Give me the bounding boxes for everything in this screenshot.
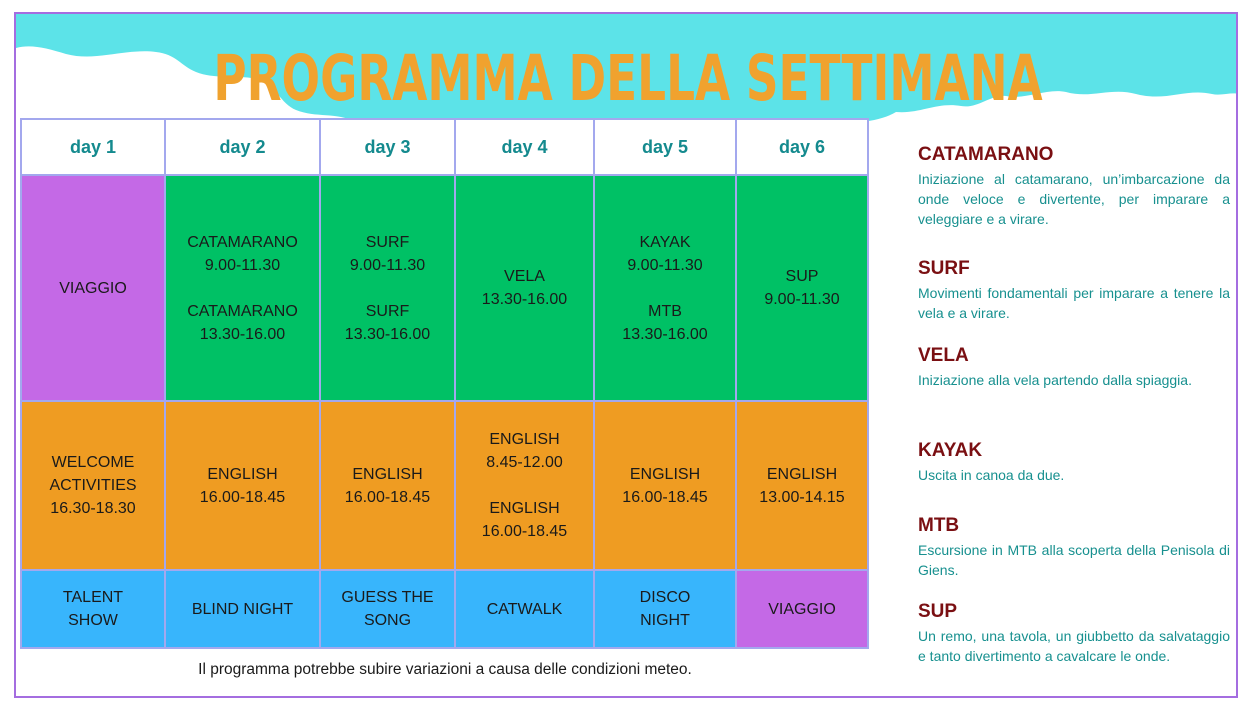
cell-line: DISCO [639, 589, 691, 606]
evening-row [21, 570, 868, 648]
cell-gap [456, 474, 593, 497]
day-header-row [21, 119, 868, 175]
cell-line: 13.30-16.00 [344, 325, 431, 343]
legend-item-kayak [918, 440, 1230, 485]
cell-line: ACTIVITIES [49, 477, 137, 494]
schedule-cell [320, 570, 455, 648]
cell-line: MTB [648, 302, 682, 320]
legend-name: KAYAK [918, 440, 983, 461]
afternoon-row [21, 401, 868, 570]
cell-line: 13.30-16.00 [622, 325, 708, 343]
cell-line: GUESS THE [341, 589, 434, 606]
legend-name: SUP [918, 601, 958, 622]
cell-line: SURF [365, 302, 410, 320]
schedule-cell [455, 401, 594, 570]
cell-line: ENGLISH [352, 465, 423, 483]
legend-name: CATAMARANO [918, 144, 1054, 165]
legend-desc: Escursione in MTB alla scoperta della Penisola di Giens. [918, 542, 1230, 578]
day-header: day 6 [736, 119, 868, 175]
schedule-cell [165, 570, 320, 648]
schedule-cell [455, 570, 594, 648]
schedule-cell [455, 175, 594, 401]
legend-item-catamarano [918, 144, 1230, 229]
cell-line: 9.00-11.30 [204, 256, 281, 274]
schedule-cell [320, 175, 455, 401]
cell-line: ENGLISH [629, 465, 701, 483]
cell-line: SONG [363, 612, 412, 629]
cell-line: ENGLISH [207, 465, 278, 483]
legend-item-mtb [918, 515, 1230, 580]
schedule-cell [320, 401, 455, 570]
cell-line: CATAMARANO [187, 233, 298, 251]
legend-name: MTB [918, 515, 960, 536]
legend-name: SURF [918, 258, 970, 279]
cell-line: 13.30-16.00 [481, 291, 568, 308]
schedule-table [20, 118, 869, 649]
legend-item-surf [918, 258, 1230, 323]
cell-line: 9.00-11.30 [627, 256, 703, 274]
cell-line: SUP [785, 268, 819, 285]
schedule-cell [165, 401, 320, 570]
legend-desc: Uscita in canoa da due. [918, 467, 1065, 483]
schedule-cell [165, 175, 320, 401]
day-header: day 2 [165, 119, 320, 175]
cell-line: VELA [504, 268, 545, 285]
cell-line: 9.00-11.30 [764, 291, 840, 308]
cell-line: NIGHT [640, 612, 690, 629]
schedule-cell [736, 175, 868, 401]
cell-line: CATWALK [486, 600, 563, 618]
cell-line: 9.00-11.30 [349, 256, 426, 274]
cell-line: TALENT [62, 589, 124, 606]
schedule-cell [21, 175, 165, 401]
cell-line: KAYAK [639, 233, 691, 251]
legend-name: VELA [918, 345, 969, 366]
schedule-cell [21, 401, 165, 570]
schedule-cell [594, 401, 736, 570]
legend-desc: Iniziazione al catamarano, un’imbarcazione da onde veloce e divertente, per imparare a veleggiare e a virare. [918, 171, 1230, 227]
legend-item-vela [918, 345, 1230, 390]
page-title: PROGRAMMA DELLA SETTIMANA [213, 42, 1043, 115]
cell-line: ENGLISH [766, 465, 838, 483]
weather-note: Il programma potrebbe subire variazioni a causa delle condizioni meteo. [198, 661, 692, 678]
cell-line: 16.00-18.45 [481, 523, 568, 540]
cell-line: ENGLISH [489, 500, 560, 517]
day-header: day 1 [21, 119, 165, 175]
cell-line: 13.00-14.15 [759, 488, 845, 506]
legend-desc: Movimenti fondamentali per imparare a tenere la vela e a virare. [918, 285, 1230, 321]
cell-line: CATAMARANO [187, 302, 298, 320]
cell-gap [166, 277, 319, 300]
legend-desc: Iniziazione alla vela partendo dalla spiaggia. [918, 372, 1192, 388]
schedule-cell [736, 401, 868, 570]
schedule-cell [594, 570, 736, 648]
cell-line: 16.00-18.45 [344, 488, 431, 506]
cell-line: WELCOME [51, 454, 135, 471]
cell-line: ENGLISH [489, 431, 560, 448]
cell-line: 13.30-16.00 [199, 325, 286, 343]
legend-desc: Un remo, una tavola, un giubbetto da salvataggio e tanto divertimento a cavalcare le onde. [918, 628, 1230, 664]
schedule-cell [21, 570, 165, 648]
cell-line: VIAGGIO [768, 600, 836, 618]
schedule-cell [594, 175, 736, 401]
cell-line: BLIND NIGHT [191, 600, 294, 618]
morning-row [21, 175, 868, 401]
cell-line: 16.00-18.45 [622, 488, 708, 506]
day-header: day 3 [320, 119, 455, 175]
day-header: day 4 [455, 119, 594, 175]
cell-line: 8.45-12.00 [486, 454, 563, 471]
cell-line: VIAGGIO [59, 279, 127, 297]
cell-gap [595, 277, 735, 300]
legend-item-sup [918, 601, 1230, 666]
cell-gap [321, 277, 454, 300]
day-header: day 5 [594, 119, 736, 175]
schedule-cell [736, 570, 868, 648]
cell-line: 16.00-18.45 [199, 488, 286, 506]
cell-line: SURF [365, 233, 410, 251]
cell-line: SHOW [68, 612, 118, 629]
cell-line: 16.30-18.30 [50, 500, 136, 517]
